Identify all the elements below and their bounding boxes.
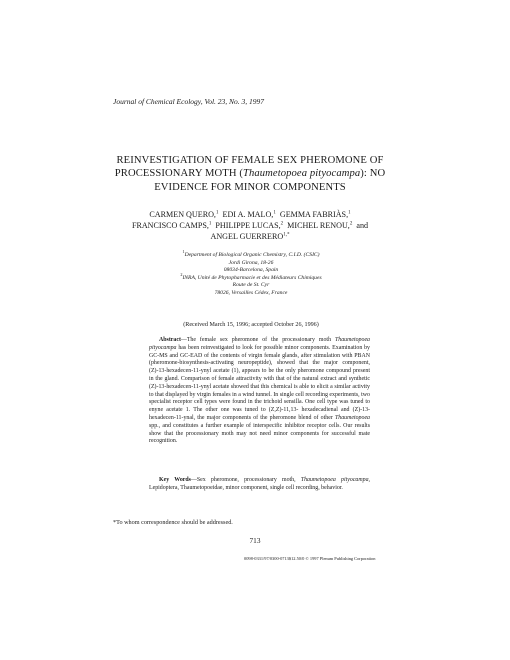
key-words <box>149 477 370 493</box>
author-name: FRANCISCO CAMPS, <box>131 221 209 231</box>
key-words-label: Key Words <box>159 477 191 483</box>
key-words-text: —Sex pheromone, processionary moth, <box>190 477 301 483</box>
key-words-text: , Lepidoptera, Thaumetopoeidae, minor component, single cell recording, behavior. <box>149 477 371 491</box>
affiliation-2-line-2: Route de St. Cyr <box>232 282 270 289</box>
title-line-1: REINVESTIGATION OF FEMALE SEX PHEROMONE OF <box>116 155 384 166</box>
author-name: EDI A. MALO, <box>222 210 274 219</box>
affiliation-2-line-1 <box>120 271 382 283</box>
correspondence-footnote: *To whom correspondence should be addressed. <box>113 519 233 526</box>
affiliation-2-line-3: 78026, Versailles Cédex, France <box>214 289 288 296</box>
page-number: 713 <box>249 536 261 545</box>
author-name: CARMEN QUERO, <box>149 210 216 219</box>
affiliation-mark: 2 <box>180 271 183 277</box>
journal-citation: Journal of Chemical Ecology, Vol. 23, No. 3, 1997 <box>113 97 265 106</box>
author-name: GEMMA FABRIÀS, <box>279 210 349 219</box>
title-species: Thaumetopoea pityocampa <box>242 168 361 180</box>
copyright-line: 0098-0331/97/0300-0713$12.50/0 © 1997 Plenum Publishing Corporation <box>244 556 376 561</box>
author-line-1 <box>80 209 420 220</box>
abstract-label: Abstract <box>159 337 181 343</box>
author-affiliation-mark: 1,* <box>283 232 290 238</box>
author-affiliation-mark: 1 <box>348 210 351 216</box>
abstract-genus: Thaumetopoea <box>334 414 370 421</box>
abstract-text: has been reinvestigated to look for possible minor components. Examination by GC-MS and GC-EAD of the contents of virgin female glands, after stimulation with PBAN (pheromone-biosynthesis-activating neuropeptide), showed that the major component, (Z)-13-hexadecen-11-ynyl acetate (1), appears to be the only pheromone compound present in the gland. Comparison of female attractivity with that of the natural extract and synthetic (Z)-13-hexadecen-11-ynyl acetate showed that this chemical is able to elicit a similar activity to that displayed by virgin females in a wind tunnel. In single cell recording experiments, two specialist receptor cell types were found in the trichoid sensilla. One cell type was tuned to enyne acetate 1. The other one was tuned to (Z,Z)-11,13- hexadecadienal and (Z)-13-hexadecen-11-ynal, the major components of the pheromone blend of other <box>149 344 370 421</box>
title-line-3: EVIDENCE FOR MINOR COMPONENTS <box>154 181 346 193</box>
abstract <box>149 337 370 446</box>
affiliation-1-line-3: 08034-Barcelona, Spain <box>223 267 279 274</box>
affiliation-text: Department of Biological Organic Chemistry, C.I.D. (CSIC) <box>184 252 320 258</box>
author-list <box>80 209 420 243</box>
author-name: MICHEL RENOU, <box>287 221 350 231</box>
title-line-2 <box>60 167 440 180</box>
author-name: PHILIPPE LUCAS, <box>215 221 281 231</box>
affiliation-mark: 1 <box>182 249 185 255</box>
author-conjunction: and <box>356 221 369 231</box>
abstract-text: —The female sex pheromone of the processionary moth <box>180 337 335 343</box>
author-name: ANGEL GUERRERO <box>210 232 284 242</box>
affiliation-text: INRA, Unité de Phytopharmacie et des Médiateurs Chimiques <box>182 274 322 281</box>
author-affiliation-mark: 2 <box>280 221 284 227</box>
abstract-text: spp., and constitutes a further example of interspecific inhibitor receptor cells. Our results show that the processionary moth may not need minor components for successful mate recognition. <box>149 422 370 445</box>
key-words-species: Thaumetopoea pityocampa <box>300 477 369 483</box>
affiliations <box>120 249 382 298</box>
title-line-2-start: PROCESSIONARY MOTH ( <box>114 168 243 180</box>
author-line-3 <box>80 231 420 242</box>
author-affiliation-mark: 1 <box>208 221 212 227</box>
abstract-species: Thaumetopoea pityocampa <box>149 337 370 351</box>
affiliation-1-line-2: Jordi Girona, 18-26 <box>228 259 274 266</box>
affiliation-1-line-1 <box>120 249 382 260</box>
title-line-2-end: ): NO <box>360 168 386 180</box>
author-affiliation-mark: 2 <box>349 221 353 227</box>
paper-title <box>60 154 440 194</box>
author-line-2 <box>80 220 420 231</box>
author-affiliation-mark: 1 <box>215 210 219 216</box>
author-affiliation-mark: 1 <box>273 210 276 216</box>
received-dates: (Received March 15, 1996; accepted October 26, 1996) <box>183 322 319 328</box>
